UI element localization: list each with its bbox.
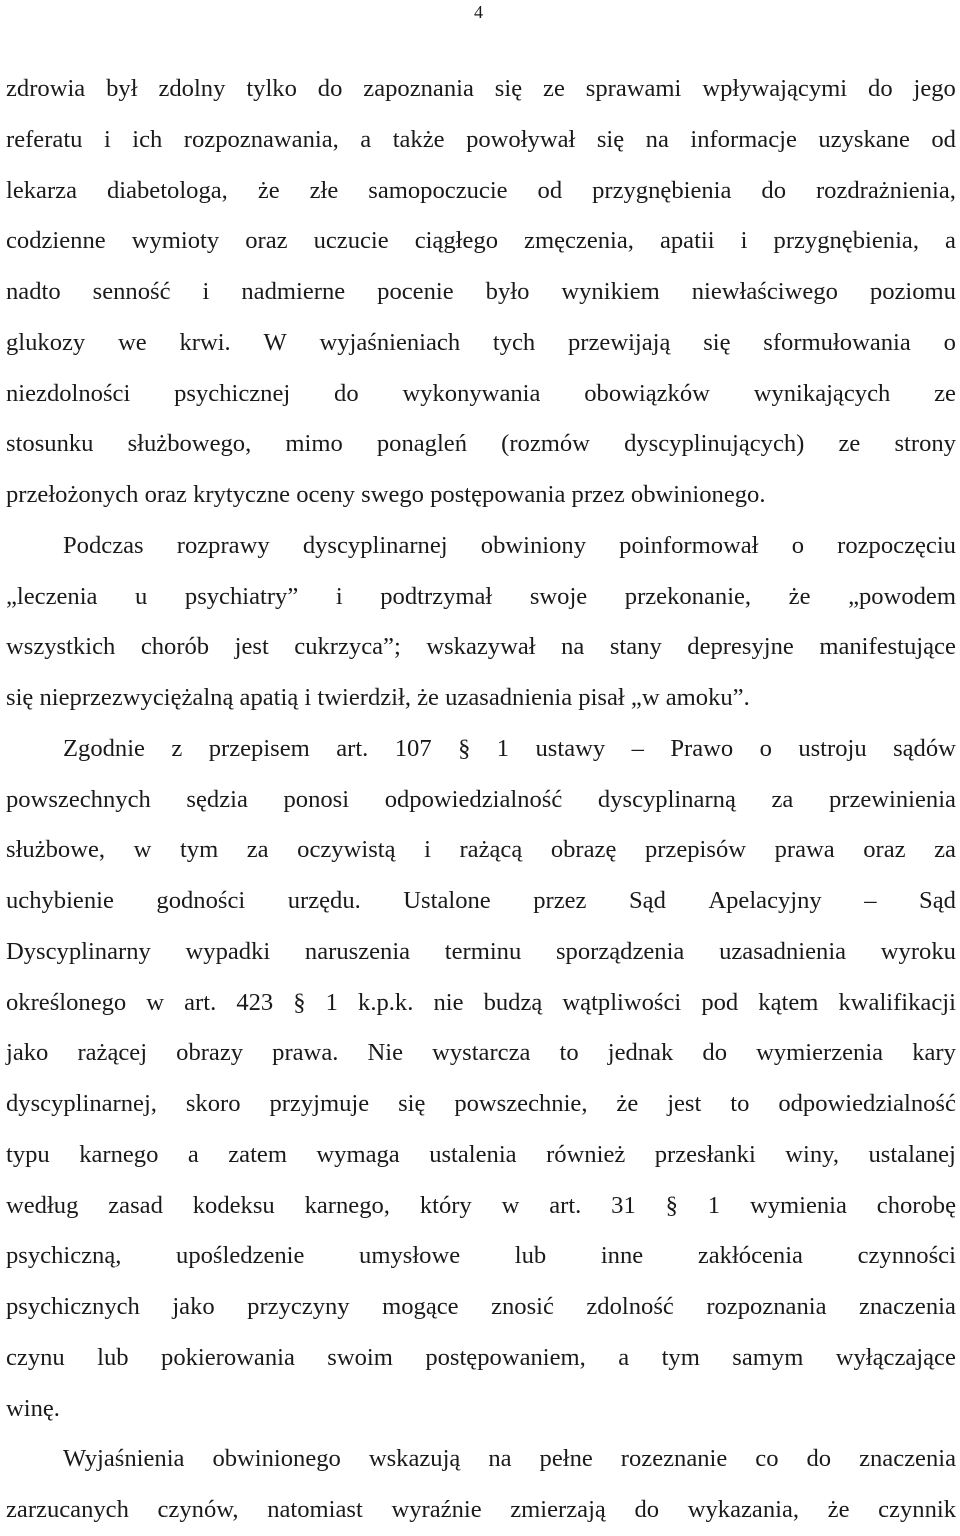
word: pocenie [377,278,454,305]
word: art. [549,1191,582,1219]
word: manifestujące [819,633,956,661]
word: poziomu [869,278,956,305]
word: czynnik [878,1496,956,1523]
word: z [171,734,183,762]
word: jako [6,1039,49,1067]
word: obwiniony [480,531,586,559]
word: który [419,1191,472,1219]
word: W [263,328,287,356]
word: amoku”. [665,684,750,711]
word: zapoznania [363,75,474,102]
word: jego [913,75,956,102]
word: i [424,836,431,864]
word: Zgodnie [63,734,145,762]
word: wątpliwości [562,988,682,1016]
text-line [6,216,956,267]
word: służbowego, [127,430,252,458]
word: prawa. [272,1039,339,1067]
word: stosunku [6,430,94,458]
word: rażącej [77,1039,148,1067]
word: się [6,684,34,711]
word: dyscyplinarną [597,785,736,813]
word: znaczenia [858,1293,956,1320]
word: na [645,125,669,153]
word: (rozmów [501,430,590,458]
word: umysłowe [359,1242,461,1270]
word: że [827,1496,850,1523]
word: samopoczucie [368,176,508,204]
word: obwinionego. [630,481,766,508]
word: pokierowania [161,1343,295,1371]
word: przepisem [208,734,310,762]
word: wszystkich [6,633,116,661]
word: oczywistą [297,836,396,864]
word: glukozy [6,328,86,356]
word: i [304,684,312,711]
word: także [392,125,445,153]
word: depresyjne [687,633,794,661]
word: obwinionego [212,1445,341,1473]
word: wyroku [880,937,956,965]
word: nadmierne [241,278,346,305]
word: naruszenia [304,937,411,965]
text-line [6,1181,956,1232]
word: apatią [239,684,299,711]
word: złe [309,176,339,204]
word: strony [894,430,956,458]
word: wyjaśnieniach [319,328,461,356]
word: zarzucanych [6,1496,129,1523]
word: dyscyplinujących) [624,430,805,458]
word: że [257,176,280,204]
text-line [6,1434,956,1485]
word: uzasadnienia [445,684,573,711]
word: wskazują [368,1445,461,1473]
text-line [6,775,956,826]
word: znaczenia [859,1445,956,1473]
word: 107 [394,734,432,762]
word: § [293,988,306,1016]
word: za [771,785,794,813]
word: do [634,1496,660,1523]
word: przepisów [644,836,747,864]
word: we [118,328,147,356]
word: codzienne [6,227,106,255]
word: uzasadnienia [719,937,847,965]
word: i [740,227,748,255]
word: 1 [325,988,338,1016]
word: według [6,1191,79,1219]
word: Sąd [919,887,956,914]
word: zmierzają [510,1496,606,1523]
word: Apelacyjny [708,887,822,914]
word: a [618,1343,630,1371]
word: wyłączające [835,1343,956,1371]
word: budzą [483,988,543,1016]
word: inne [600,1242,644,1270]
word: winę. [6,1394,60,1422]
text-line [6,978,956,1029]
body-text [6,64,956,1536]
word: swego [361,481,424,508]
word: pisał [578,684,625,711]
word: sądów [893,734,956,762]
word: zdrowia [6,75,86,102]
text-line [6,419,956,470]
word: zdolność [586,1293,674,1320]
word: obrazy [176,1039,244,1067]
text-line [6,1079,956,1130]
word: uczucie [313,227,389,255]
word: karnego [79,1140,159,1168]
word: swoim [327,1343,393,1371]
word: służbowe, [6,836,106,864]
word: na [561,633,585,661]
word: również [546,1140,626,1168]
text-line [6,1282,956,1333]
word: oraz [144,481,187,508]
word: przekonanie, [624,582,752,610]
word: niezdolności [6,379,131,407]
word: lekarza [6,176,77,204]
page-number: 4 [474,2,483,22]
word: wymierzenia [756,1039,884,1067]
word: Nie [367,1039,403,1067]
text-line [6,115,956,166]
text-line [6,1384,956,1435]
word: niewłaściwego [691,278,838,305]
word: lub [97,1343,129,1371]
word: terminu [444,937,522,965]
word: przewinienia [828,785,956,813]
word: apatii [659,227,715,255]
word: dyscyplinarnej [302,531,448,559]
word: chorobę [876,1191,956,1219]
word: za [246,836,269,864]
word: senność [92,278,171,305]
word: przez [571,481,625,508]
word: do [334,379,359,407]
text-line [6,1333,956,1384]
word: przesłanki [654,1140,756,1168]
text-line [6,724,956,775]
word: twierdził, [317,684,411,711]
text-line [6,572,956,623]
text-line [6,825,956,876]
word: tylko [246,75,297,102]
word: ustawy [535,734,606,762]
word: kwalifikacji [838,988,956,1016]
word: to [730,1090,750,1117]
word: o [791,531,804,559]
word: godności [156,887,246,914]
word: był [106,75,138,102]
word: stany [609,633,662,661]
word: urzędu. [287,887,361,914]
word: ponosi [283,785,350,813]
word: nie [433,988,464,1016]
word: poinformował [619,531,759,559]
word: czynu [6,1343,65,1371]
word: nadto [6,278,61,305]
word: się [494,75,523,102]
word: jako [172,1293,215,1320]
word: ustalenia [429,1140,517,1168]
word: przyczyny [247,1293,350,1320]
word: mogące [382,1293,459,1320]
word: sformułowania [763,328,911,356]
word: psychiczną, [6,1242,122,1270]
word: ze [838,430,861,458]
word: wskazywał [426,633,536,661]
word: do [806,1445,832,1473]
word: 423 [236,988,274,1016]
word: postępowania [430,481,566,508]
text-line [6,1130,956,1181]
word: odpowiedzialność [384,785,563,813]
word: „powodem [848,582,956,610]
word: wynikiem [561,278,660,305]
word: lub [514,1242,547,1270]
word: określonego [6,988,127,1016]
word: przez [533,887,587,914]
word: to [559,1039,579,1067]
word: psychicznej [174,379,291,407]
word: w [501,1191,520,1219]
word: do [317,75,343,102]
word: wymienia [749,1191,847,1219]
word: i [202,278,210,305]
word: Ustalone [403,887,491,914]
word: Wyjaśnienia [63,1445,185,1473]
word: ze [934,379,956,407]
word: się [398,1090,426,1117]
text-line [6,1485,956,1536]
word: prawa [774,836,835,864]
text-line [6,876,956,927]
word: natomiast [267,1496,363,1523]
word: informacje [690,125,797,153]
word: tych [492,328,536,356]
word: pełne [539,1445,593,1473]
word: kary [912,1039,956,1067]
text-line [6,267,956,318]
word: upośledzenie [176,1242,305,1270]
word: tym [179,836,219,864]
word: ze [543,75,565,102]
word: powszechnych [6,785,151,813]
word: postępowaniem, [425,1343,586,1371]
word: zmęczenia, [524,227,634,255]
word: zatem [228,1140,287,1168]
word: w [133,836,152,864]
word: rozdrażnienia, [815,176,956,204]
word: pod [701,988,739,1016]
word: sędzia [186,785,248,813]
word: do [702,1039,727,1067]
word: rozpoznawania, [183,125,339,153]
word: samym [732,1343,804,1371]
word: i [335,582,343,610]
word: dyscyplinarnej, [6,1090,157,1117]
word: krwi. [179,328,231,356]
word: oceny [296,481,355,508]
text-line [6,470,956,521]
word: o [943,328,956,356]
word: przyjmuje [269,1090,370,1117]
word: odpowiedzialność [778,1090,956,1117]
word: że [788,582,811,610]
word: ustalanej [868,1140,956,1168]
word: do [761,176,786,204]
word: 1 [496,734,510,762]
word: że [417,684,439,711]
word: co [755,1445,779,1473]
word: rozprawy [176,531,270,559]
text-line [6,622,956,673]
word: czynności [857,1242,956,1270]
word: jednak [607,1039,674,1067]
word: w [146,988,165,1016]
word: uchybienie [6,887,114,914]
word: psychiatry” [184,582,299,610]
word: rozeznanie [620,1445,728,1473]
word: wykazania, [687,1496,800,1523]
word: ciągłego [414,227,498,255]
word: powoływał [466,125,576,153]
word: uzyskane [818,125,910,153]
word: przewijają [568,328,671,356]
word: skoro [185,1090,241,1117]
word: Prawo [670,734,734,762]
word: „leczenia [6,582,98,610]
word: diabetologa, [106,176,228,204]
word: wymaga [316,1140,400,1168]
word: czynów, [157,1496,239,1523]
word: oraz [245,227,288,255]
word: a [945,227,956,255]
word: tym [661,1343,700,1371]
word: ponagleń [376,430,468,458]
word: typu [6,1140,50,1168]
word: – [864,887,877,914]
text-line [6,318,956,369]
word: i [103,125,111,153]
word: § [458,734,471,762]
word: kątem [758,988,819,1016]
text-line [6,1028,956,1079]
word: ustroju [798,734,867,762]
word: rozpoznania [706,1293,827,1320]
word: przygnębienia [592,176,732,204]
word: krytyczne [193,481,291,508]
word: przygnębienia, [773,227,919,255]
word: – [631,734,644,762]
word: oraz [863,836,906,864]
word: wystarcza [432,1039,531,1067]
text-line [6,64,956,115]
word: podtrzymał [380,582,493,610]
word: kodeksu [192,1191,275,1219]
word: przełożonych [6,481,139,508]
word: się [703,328,731,356]
word: Dyscyplinarny [6,937,151,965]
word: obowiązków [584,379,710,407]
word: wykonywania [402,379,541,407]
word: do [868,75,893,102]
word: na [488,1445,512,1473]
text-line [6,1231,956,1282]
word: k.p.k. [358,988,414,1016]
text-line [6,927,956,978]
word: zakłócenia [697,1242,803,1270]
word: rażącą [459,836,523,864]
word: Podczas [63,531,144,559]
word: a [187,1140,199,1168]
word: za [934,836,956,864]
word: 1 [707,1191,721,1219]
word: „w [630,684,660,711]
word: cukrzyca”; [294,633,401,661]
text-line [6,673,956,724]
word: psychicznych [6,1293,140,1320]
word: się [596,125,625,153]
word: od [537,176,563,204]
word: ich [132,125,163,153]
text-line [6,369,956,420]
word: rozpoczęciu [837,531,956,559]
word: wynikających [753,379,891,407]
word: mimo [285,430,343,458]
word: 31 [611,1191,636,1219]
word: art. [184,988,217,1016]
word: obrazę [550,836,617,864]
word: sporządzenia [555,937,685,965]
word: znosić [491,1293,554,1320]
word: wymioty [131,227,220,255]
word: chorób [140,633,210,661]
word: swoje [529,582,588,610]
word: powszechnie, [454,1090,588,1117]
word: wypadki [185,937,271,965]
word: zasad [108,1191,163,1219]
text-line [6,166,956,217]
word: jest [234,633,269,661]
word: referatu [6,125,83,153]
word: było [485,278,530,305]
word: że [616,1090,639,1117]
word: zdolny [158,75,226,102]
word: o [759,734,772,762]
word: sprawami [585,75,682,102]
text-line [6,521,956,572]
word: art. [336,734,369,762]
word: Sąd [628,887,666,914]
word: od [931,125,956,153]
word: karnego, [304,1191,390,1219]
word: wpływającymi [702,75,848,102]
word: a [360,125,372,153]
word: winy, [785,1140,840,1168]
word: wyraźnie [391,1496,482,1523]
word: jest [667,1090,702,1117]
word: § [665,1191,678,1219]
word: nieprzezwyciężalną [39,684,234,711]
word: u [135,582,148,610]
